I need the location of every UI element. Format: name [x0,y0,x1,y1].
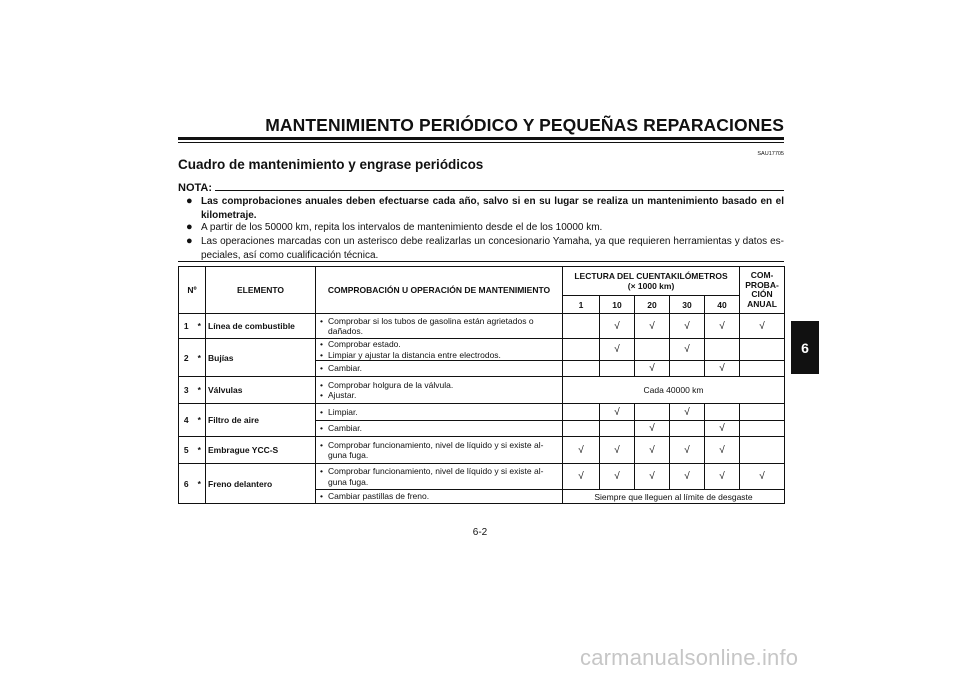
note-rule [215,190,784,191]
empty-cell [705,339,740,361]
element-name: Filtro de aire [206,404,316,437]
bullet-icon: ● [186,235,193,247]
row-number: 5 [179,437,194,464]
header-annual-line: ANUAL [747,298,777,309]
empty-cell [563,404,600,421]
check-mark-icon: √ [670,437,705,464]
check-mark-icon: √ [635,361,670,377]
check-mark-icon: √ [705,314,740,339]
section-title: Cuadro de mantenimiento y engrase periódicos [178,157,484,172]
note-item [186,195,784,222]
operation-text: Limpiar y ajustar la distancia entre electrodos. [328,349,501,360]
table-row [179,339,785,361]
operation-line [320,466,560,487]
operation-cell [316,339,563,361]
note-label: NOTA: [178,182,213,194]
maintenance-table [178,266,785,504]
operation-line [320,339,560,350]
bullet-icon: • [320,406,323,417]
asterisk-mark: * [194,464,206,504]
bullet-icon: • [320,339,323,349]
page-number: 6-2 [472,527,488,538]
operation-line [320,407,560,418]
operation-cell [316,404,563,421]
header-annual-line: CIÓN [751,289,773,299]
note-text: Las comprobaciones anuales deben efectuarse cada año, salvo si en su lugar se realiza un mantenimiento basado en el kilometraje. [201,196,784,221]
operation-line [320,350,560,361]
header-km-20: 20 [635,296,670,314]
header-annual-line: PROBA- [745,279,779,290]
check-mark-icon: √ [563,437,600,464]
empty-cell [670,361,705,377]
check-mark-icon: √ [635,464,670,490]
check-mark-icon: √ [670,404,705,421]
note-end-rule [178,261,784,262]
empty-cell [705,404,740,421]
page-header-title: MANTENIMIENTO PERIÓDICO Y PEQUEÑAS REPARACIONES [265,115,784,135]
note-item [186,235,784,262]
empty-cell [635,404,670,421]
table-row [179,314,785,339]
bullet-icon: • [320,439,323,450]
bullet-icon: • [320,466,323,476]
header-no: Nº [179,267,206,314]
header-odometer [563,267,740,296]
operation-cell [316,437,563,464]
empty-cell [740,421,785,437]
operation-cell [316,377,563,404]
header-operation: COMPROBACIÓN U OPERACIÓN DE MANTENIMIENTO [316,267,563,314]
table-row [179,377,785,404]
check-mark-icon: √ [740,314,785,339]
operation-cell [316,464,563,490]
element-name: Embrague YCC-S [206,437,316,464]
row-number: 3 [179,377,194,404]
operation-text: Comprobar funcionamiento, nivel de líquido y si existe al-guna fuga. [328,466,544,487]
operation-cell [316,314,563,339]
empty-cell [740,404,785,421]
empty-cell [600,421,635,437]
header-km-40: 40 [705,296,740,314]
check-mark-icon: √ [600,437,635,464]
check-mark-icon: √ [635,437,670,464]
asterisk-mark: * [194,339,206,377]
asterisk-mark: * [194,437,206,464]
empty-cell [600,361,635,377]
header-odometer-unit: (× 1000 km) [627,281,675,291]
interval-text: Cada 40000 km [563,377,785,404]
empty-cell [635,339,670,361]
row-number: 2 [179,339,194,377]
bullet-icon: ● [186,195,193,207]
operation-cell [316,490,563,504]
check-mark-icon: √ [705,437,740,464]
watermark: carmanualsonline.info [580,645,799,670]
operation-line [320,440,560,461]
operation-text: Cambiar. [328,363,363,374]
check-mark-icon: √ [635,421,670,437]
check-mark-icon: √ [705,464,740,490]
operation-text: Cambiar pastillas de freno. [328,491,430,502]
empty-cell [740,361,785,377]
check-mark-icon: √ [600,464,635,490]
header-annual [740,267,785,314]
row-number: 1 [179,314,194,339]
header-km-10: 10 [600,296,635,314]
element-name: Bujías [206,339,316,377]
operation-text: Cambiar. [328,423,363,434]
table-row [179,404,785,421]
bullet-icon: • [320,315,323,326]
operation-cell [316,361,563,377]
check-mark-icon: √ [563,464,600,490]
empty-cell [740,437,785,464]
operation-cell [316,421,563,437]
operation-text: Comprobar funcionamiento, nivel de líquido y si existe al-guna fuga. [328,439,544,460]
header-element: ELEMENTO [206,267,316,314]
operation-line [320,363,560,374]
table-row [179,464,785,490]
check-mark-icon: √ [705,361,740,377]
operation-text: Comprobar holgura de la válvula. [328,379,454,390]
bullet-icon: ● [186,221,193,233]
header-annual-line: COM- [750,270,774,280]
check-mark-icon: √ [705,421,740,437]
empty-cell [563,361,600,377]
asterisk-mark: * [194,314,206,339]
header-km-1: 1 [563,296,600,314]
header-rule [178,137,784,140]
operation-line [320,423,560,434]
check-mark-icon: √ [670,464,705,490]
bullet-icon: • [320,349,323,360]
header-rule-thin [178,142,784,143]
bullet-icon: • [320,491,323,502]
header-odometer-label: LECTURA DEL CUENTAKILÓMETROS [574,271,728,281]
operation-line [320,390,560,401]
bullet-icon: • [320,363,323,374]
check-mark-icon: √ [600,404,635,421]
empty-cell [740,339,785,361]
row-number: 6 [179,464,194,504]
operation-text: Ajustar. [328,390,357,400]
bullet-icon: • [320,423,323,434]
note-item [186,221,784,235]
header-km-30: 30 [670,296,705,314]
operation-line [320,316,560,337]
maintenance-table-body [179,314,785,504]
check-mark-icon: √ [670,339,705,361]
check-mark-icon: √ [600,314,635,339]
document-code: SAU17705 [757,151,784,157]
check-mark-icon: √ [740,464,785,490]
interval-text: Siempre que lleguen al límite de desgaste [563,490,785,504]
empty-cell [563,421,600,437]
empty-cell [563,314,600,339]
element-name: Freno delantero [206,464,316,504]
asterisk-mark: * [194,404,206,437]
operation-text: Comprobar estado. [328,339,401,349]
element-name: Válvulas [206,377,316,404]
row-number: 4 [179,404,194,437]
note-text: Las operaciones marcadas con un asterisco debe realizarlas un concesionario Yamaha, ya que requieren herramientas y datos es-peciales, así como cualificación técnica. [201,236,784,261]
operation-line [320,380,560,391]
check-mark-icon: √ [600,339,635,361]
bullet-icon: • [320,390,323,400]
check-mark-icon: √ [670,314,705,339]
empty-cell [670,421,705,437]
table-row [179,437,785,464]
chapter-tab: 6 [791,321,819,374]
operation-text: Limpiar. [328,406,358,417]
asterisk-mark: * [194,377,206,404]
empty-cell [563,339,600,361]
note-text: A partir de los 50000 km, repita los intervalos de mantenimiento desde el de los 10000 km. [201,222,603,233]
operation-line [320,491,560,502]
bullet-icon: • [320,379,323,390]
element-name: Línea de combustible [206,314,316,339]
operation-text: Comprobar si los tubos de gasolina están agrietados o dañados. [328,315,534,336]
check-mark-icon: √ [635,314,670,339]
